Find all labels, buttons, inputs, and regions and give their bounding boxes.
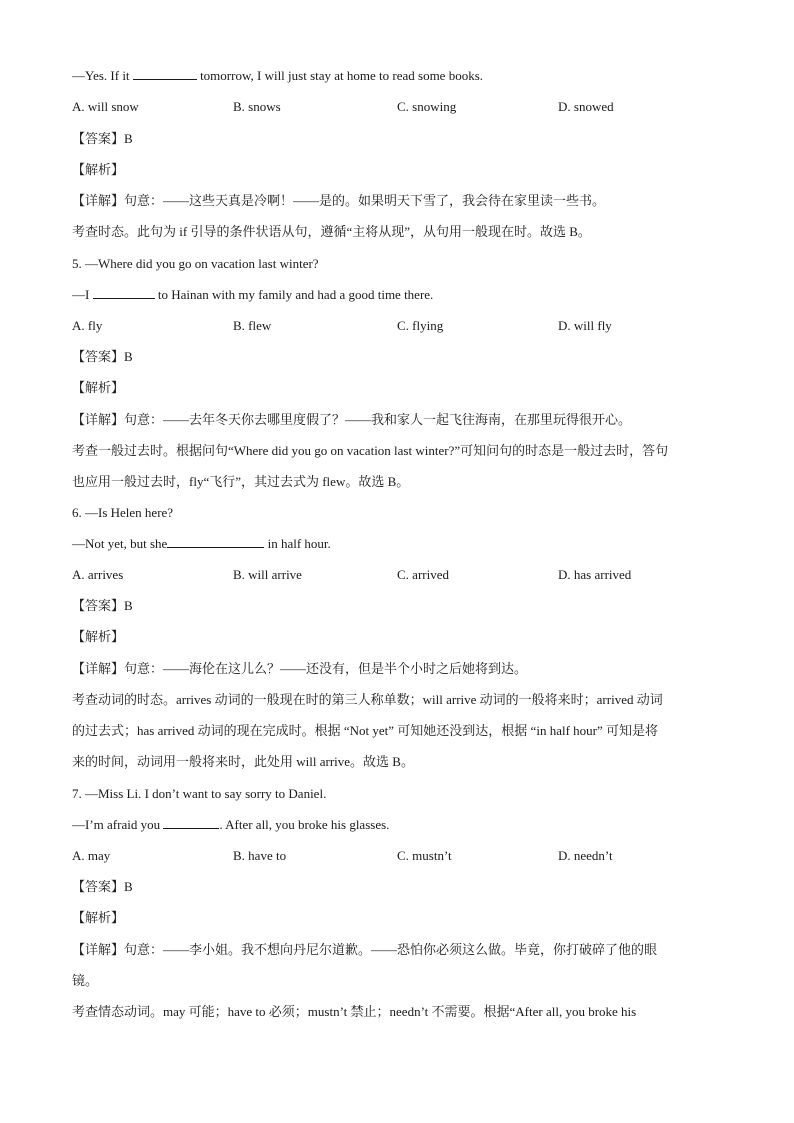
q5-explanation-2: 也应用一般过去时，fly“飞行”，其过去式为 flew。故选 B。	[72, 474, 410, 489]
option-a: A. may	[72, 848, 111, 863]
blank	[163, 816, 219, 829]
q6-detail: 【详解】句意：——海伦在这儿么？——还没有，但是半个小时之后她将到达。	[72, 661, 528, 676]
q6-explanation-2: 的过去式；has arrived 动词的现在完成时。根据 “Not yet” 可知她还没到达，根据 “in half hour” 可知是将	[72, 723, 659, 738]
q6-answer: 【答案】B	[72, 598, 133, 613]
q6-question: 6. —Is Helen here?	[72, 505, 174, 520]
option-c: C. snowing	[397, 99, 457, 114]
option-d: D. snowed	[558, 99, 614, 114]
blank	[93, 286, 155, 299]
option-b: B. will arrive	[233, 567, 302, 582]
option-c: C. flying	[397, 318, 444, 333]
q6-explanation-1: 考查动词的时态。arrives 动词的一般现在时的第三人称单数；will arrive 动词的一般将来时；arrived 动词	[72, 692, 663, 707]
q4-answer-line: —Yes. If it tomorrow, I will just stay at home to read some books.	[72, 68, 484, 83]
option-c: C. arrived	[397, 567, 449, 582]
q5-question: 5. —Where did you go on vacation last winter?	[72, 256, 319, 271]
q4-detail: 【详解】句意：——这些天真是冷啊！——是的。如果明天下雪了，我会待在家里读一些书。	[72, 193, 606, 208]
option-d: D. will fly	[558, 318, 612, 333]
q6-analysis-label: 【解析】	[72, 629, 125, 644]
q6-answer-line: —Not yet, but she in half hour.	[72, 536, 331, 551]
q5-answer-line: —I to Hainan with my family and had a good time there.	[72, 287, 434, 302]
blank	[133, 67, 197, 80]
option-b: B. snows	[233, 99, 281, 114]
q7-analysis-label: 【解析】	[72, 910, 125, 925]
q7-detail-1: 【详解】句意：——李小姐。我不想向丹尼尔道歉。——恐怕你必须这么做。毕竟，你打破碎了他的眼	[72, 942, 658, 957]
option-a: A. fly	[72, 318, 103, 333]
q5-analysis-label: 【解析】	[72, 380, 125, 395]
option-a: A. will snow	[72, 99, 139, 114]
option-b: B. have to	[233, 848, 287, 863]
q6-explanation-3: 来的时间，动词用一般将来时，此处用 will arrive。故选 B。	[72, 754, 414, 769]
option-b: B. flew	[233, 318, 272, 333]
q7-answer-line: —I’m afraid you . After all, you broke his glasses.	[72, 817, 390, 832]
option-c: C. mustn’t	[397, 848, 452, 863]
blank	[167, 535, 264, 548]
q7-question: 7. —Miss Li. I don’t want to say sorry to Daniel.	[72, 786, 327, 801]
option-a: A. arrives	[72, 567, 124, 582]
q4-explanation: 考查时态。此句为 if 引导的条件状语从句，遵循“主将从现”，从句用一般现在时。故选 B。	[72, 224, 591, 239]
option-d: D. needn’t	[558, 848, 613, 863]
q5-detail: 【详解】句意：——去年冬天你去哪里度假了？——我和家人一起飞往海南，在那里玩得很开心。	[72, 412, 632, 427]
q4-answer: 【答案】B	[72, 131, 133, 146]
q7-explanation: 考查情态动词。may 可能；have to 必须；mustn’t 禁止；needn’t 不需要。根据“After all, you broke his	[72, 1004, 637, 1019]
q7-detail-2: 镜。	[72, 973, 99, 988]
q4-analysis-label: 【解析】	[72, 162, 125, 177]
option-d: D. has arrived	[558, 567, 632, 582]
q5-answer: 【答案】B	[72, 349, 133, 364]
q7-answer: 【答案】B	[72, 879, 133, 894]
q5-explanation-1: 考查一般过去时。根据问句“Where did you go on vacation last winter?”可知问句的时态是一般过去时，答句	[72, 443, 669, 458]
